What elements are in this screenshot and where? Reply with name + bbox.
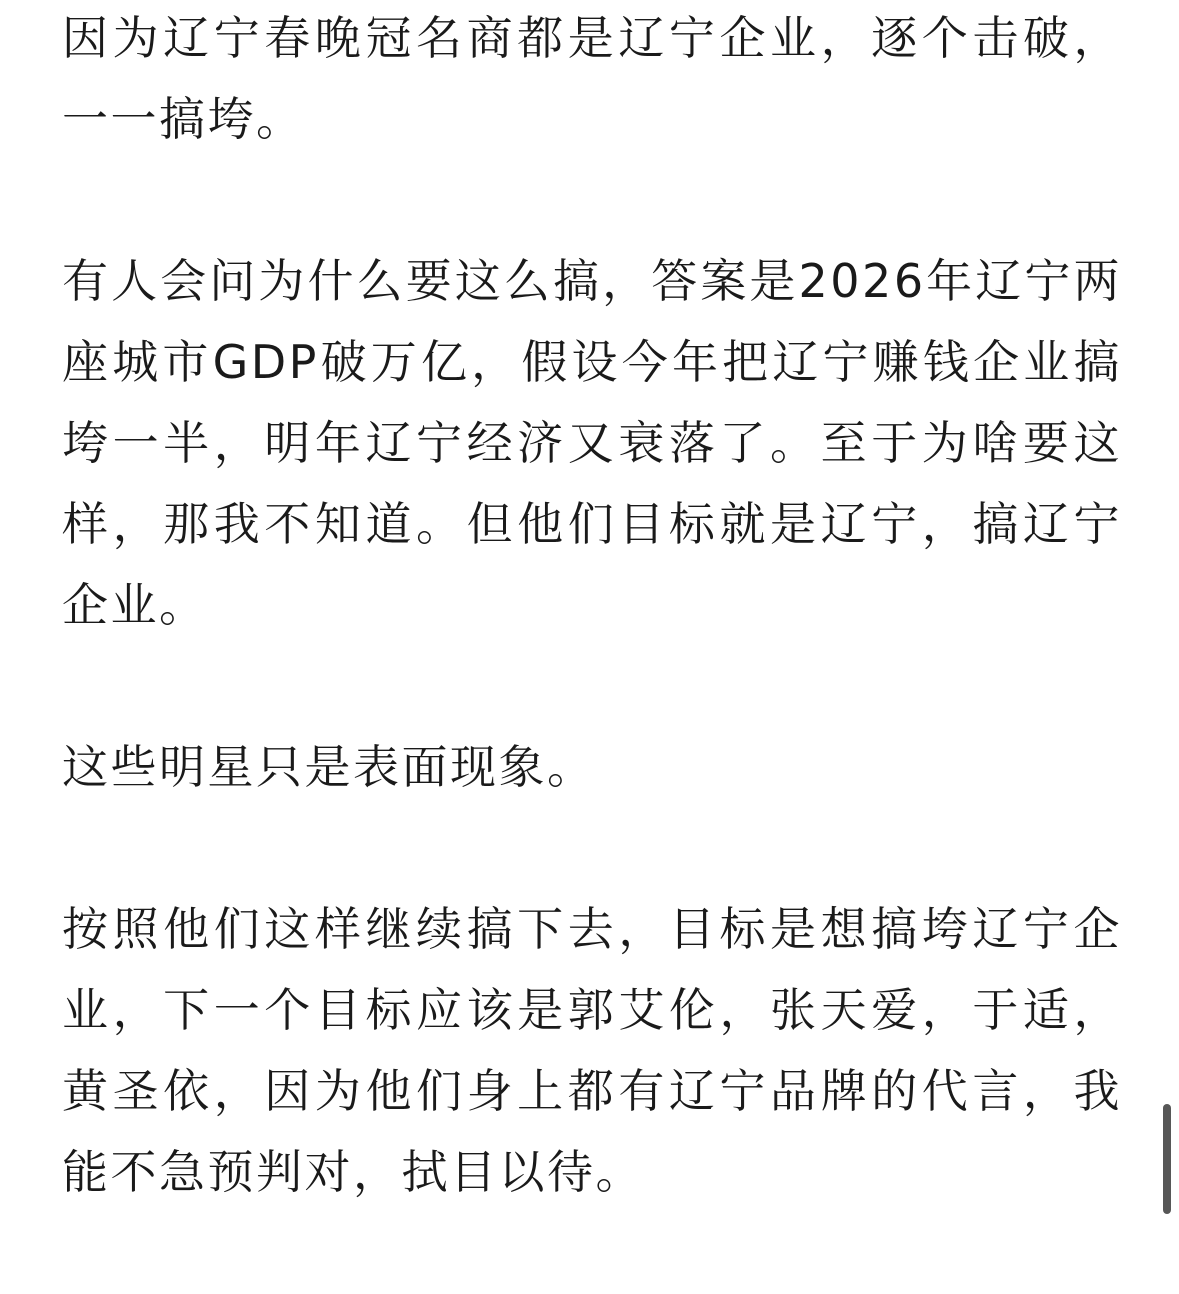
paragraph-3: 这些明星只是表面现象。 [62,740,596,794]
scrollbar-thumb[interactable] [1163,1104,1171,1214]
paragraph-4: 按照他们这样继续搞下去，目标是想搞垮辽宁企业，下一个目标应该是郭艾伦，张天爱，于适，黄圣依，因为他们身上都有辽宁品牌的代言，我能不急预判对，拭目以待。 [62,902,1122,1199]
paragraph-1: 因为辽宁春晚冠名商都是辽宁企业，逐个击破，一一搞垮。 [62,11,1122,146]
paragraph-2: 有人会问为什么要这么搞，答案是2026年辽宁两座城市GDP破万亿，假设今年把辽宁赚钱企业搞垮一半，明年辽宁经济又衰落了。至于为啥要这样，那我不知道。但他们目标就是辽宁，搞辽宁企业。 [62,254,1122,632]
article-body [62,0,1122,1294]
